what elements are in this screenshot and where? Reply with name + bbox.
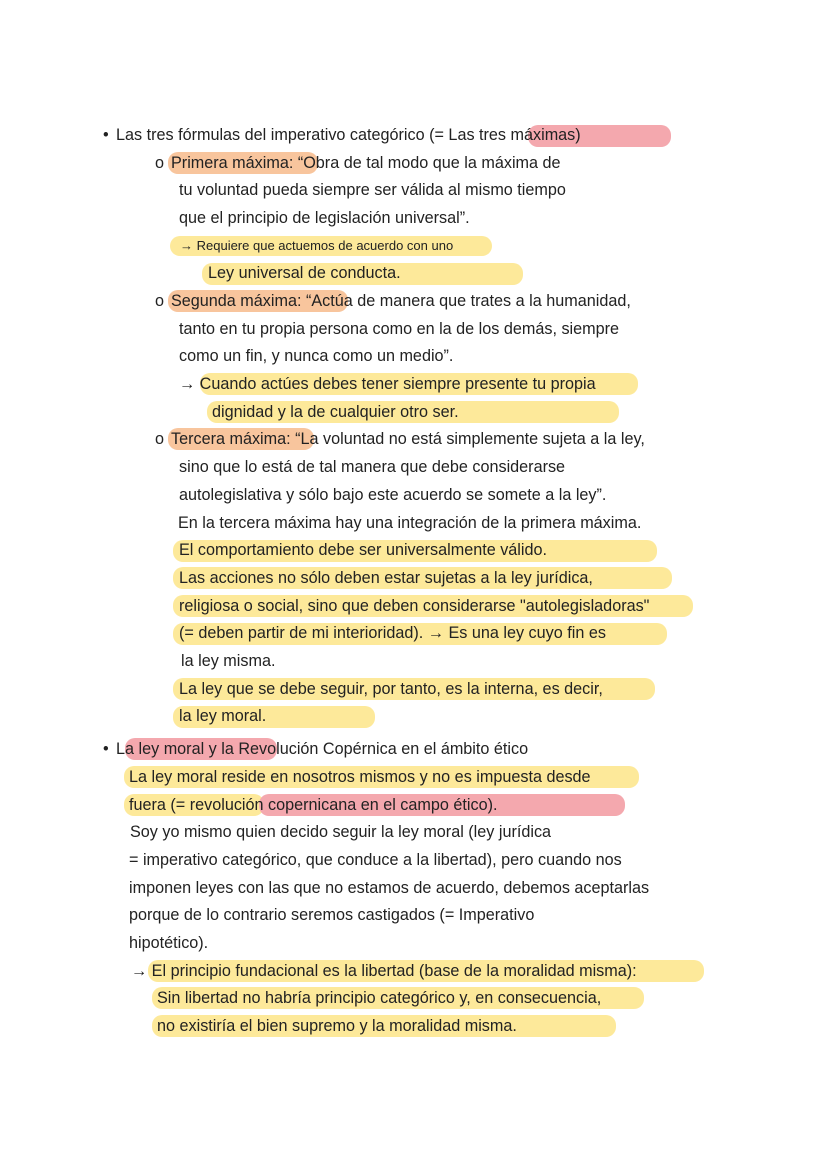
section2-line7: hipotético). xyxy=(129,934,209,952)
maxim2-line2: tanto en tu propia persona como en la de los demás, siempre xyxy=(179,320,620,338)
maxim3-line5: El comportamiento debe ser universalmente válido. xyxy=(179,541,548,559)
section2-line6: porque de lo contrario seremos castigados (= Imperativo xyxy=(129,906,535,924)
maxim1-line1: Primera máxima: “Obra de tal modo que la máxima de xyxy=(171,154,561,172)
maxim3-line10: La ley que se debe seguir, por tanto, es la interna, es decir, xyxy=(179,680,603,698)
section2-line2: fuera (= revolución copernicana en el campo ético). xyxy=(129,796,498,814)
maxim1-line2: tu voluntad pueda siempre ser válida al mismo tiempo xyxy=(179,181,566,199)
section1-heading: Las tres fórmulas del imperativo categórico (= Las tres máximas) xyxy=(116,126,581,144)
maxim2-line1: Segunda máxima: “Actúa de manera que trates a la humanidad, xyxy=(171,292,631,310)
maxim3-line4: En la tercera máxima hay una integración de la primera máxima. xyxy=(178,514,642,532)
maxim1-note2: Ley universal de conducta. xyxy=(208,264,401,282)
maxim3-line3: autolegislativa y sólo bajo este acuerdo se somete a la ley”. xyxy=(179,486,607,504)
maxim1-marker: o xyxy=(155,154,165,172)
maxim3-line2: sino que lo está de tal manera que debe considerarse xyxy=(179,458,566,476)
section2-line3: Soy yo mismo quien decido seguir la ley moral (ley jurídica xyxy=(130,823,552,841)
maxim3-line7: religiosa o social, sino que deben considerarse "autolegisladoras" xyxy=(179,597,650,615)
maxim3-line9: la ley misma. xyxy=(181,652,276,670)
section2-line9: Sin libertad no habría principio categórico y, en consecuencia, xyxy=(157,989,602,1007)
maxim3-marker: o xyxy=(155,430,165,448)
maxim3-line11: la ley moral. xyxy=(179,707,267,725)
section2-line10: no existiría el bien supremo y la moralidad misma. xyxy=(157,1017,517,1035)
section2-line4: = imperativo categórico, que conduce a la libertad), pero cuando nos xyxy=(129,851,622,869)
maxim1-line3: que el principio de legislación universal”. xyxy=(179,209,470,227)
maxim3-line8: (= deben partir de mi interioridad). → Es una ley cuyo fin es xyxy=(179,624,606,642)
maxim2-line3: como un fin, y nunca como un medio”. xyxy=(179,347,454,365)
maxim3-line1: Tercera máxima: “La voluntad no está simplemente sujeta a la ley, xyxy=(171,430,645,448)
section2-line8: → El principio fundacional es la libertad (base de la moralidad misma): xyxy=(131,962,637,980)
section2-heading: La ley moral y la Revolución Copérnica en el ámbito ético xyxy=(116,740,529,758)
maxim2-note2: dignidad y la de cualquier otro ser. xyxy=(212,403,459,421)
maxim1-note1: → Requiere que actuemos de acuerdo con uno xyxy=(180,238,454,253)
maxim3-line6: Las acciones no sólo deben estar sujetas a la ley jurídica, xyxy=(179,569,593,587)
bullet-2: • xyxy=(103,740,109,758)
section2-line5: imponen leyes con las que no estamos de acuerdo, debemos aceptarlas xyxy=(129,879,650,897)
maxim2-marker: o xyxy=(155,292,165,310)
section2-line1: La ley moral reside en nosotros mismos y no es impuesta desde xyxy=(129,768,591,786)
maxim2-note1: → Cuando actúes debes tener siempre presente tu propia xyxy=(179,375,596,393)
bullet-1: • xyxy=(103,126,109,144)
